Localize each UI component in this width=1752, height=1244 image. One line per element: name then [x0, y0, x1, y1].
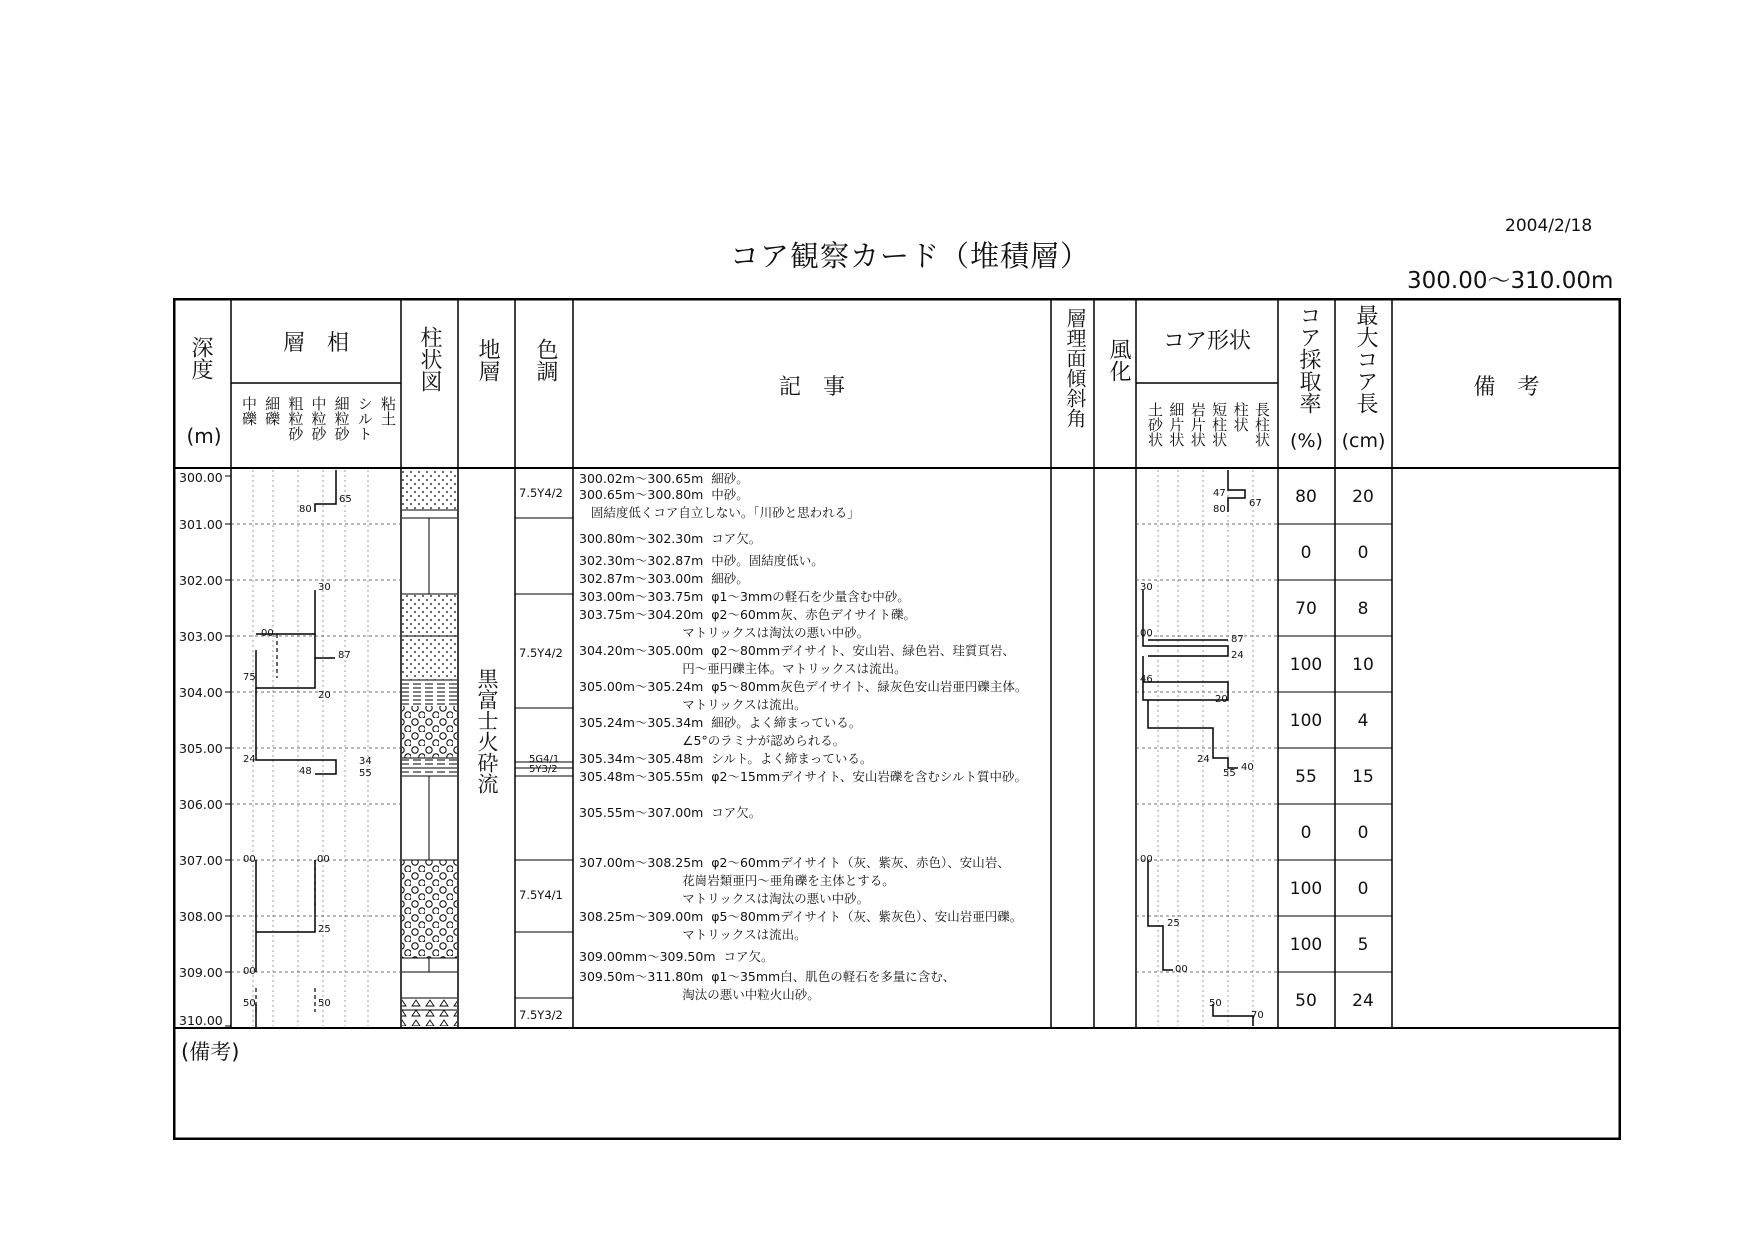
recovery-value: 100	[1289, 711, 1323, 731]
depth-label: 307.00	[179, 853, 223, 868]
note-line: 円～亜円礫主体。マトリックスは流出。	[579, 661, 907, 676]
shape-sub-1: 細片状	[1167, 402, 1186, 447]
note-line: マトリックスは淘汰の悪い中砂。	[579, 891, 870, 906]
depth-label: 305.00	[179, 741, 223, 756]
note-line: 304.20m～305.00m φ2～80mmデイサイト、安山岩、緑色岩、珪質頁岩、	[579, 643, 1015, 658]
note-line: 309.50m～311.80m φ1～35mm白、肌色の軽石を多量に含む、	[579, 969, 956, 984]
shape-label: 67	[1249, 498, 1262, 509]
color-label: 7.5Y4/2	[519, 646, 563, 660]
depth-label: 304.00	[179, 685, 223, 700]
formation-name: 黒富士火砕流	[475, 668, 499, 794]
recovery-value: 100	[1289, 935, 1323, 955]
facies-label: 34	[359, 756, 372, 767]
shape-label: 40	[1241, 762, 1254, 773]
facies-sub-1: 細礫	[263, 396, 282, 426]
facies-subheaders	[239, 396, 399, 441]
shape-label: 50	[1209, 998, 1222, 1009]
header-depth: 深度	[188, 336, 213, 380]
note-line: 固結度低くコア自立しない。「川砂と思われる」	[579, 505, 860, 520]
note-line: 307.00m～308.25m φ2～60mmデイサイト（灰、紫灰、赤色）、安山岩、	[579, 855, 1010, 870]
facies-label: 00	[243, 966, 256, 977]
header-dip: 層理面傾斜角	[1063, 308, 1087, 428]
facies-label: 50	[318, 998, 331, 1009]
depth-label: 308.00	[179, 909, 223, 924]
depth-label: 309.00	[179, 965, 223, 980]
recovery-value: 0	[1300, 823, 1312, 843]
depth-label: 301.00	[179, 517, 223, 532]
header-color: 色調	[533, 338, 558, 382]
facies-log	[256, 470, 336, 1028]
recovery-value: 70	[1295, 599, 1317, 619]
shape-label: 30	[1140, 582, 1153, 593]
note-line: マトリックスは流出。	[579, 927, 807, 942]
color-label: 5G4/1	[529, 754, 560, 765]
max-length-value: 10	[1352, 655, 1374, 675]
facies-label: 24	[243, 754, 256, 765]
note-line: マトリックスは淘汰の悪い中砂。	[579, 625, 870, 640]
shape-label: 25	[1167, 918, 1180, 929]
facies-label: 25	[318, 924, 331, 935]
shape-sub-4: 柱状	[1231, 402, 1250, 432]
note-line: 花崗岩類亜円～亜角礫を主体とする。	[579, 873, 895, 888]
depth-label: 306.00	[179, 797, 223, 812]
depth-label: 302.00	[179, 573, 223, 588]
facies-sub-3: 中粒砂	[309, 396, 328, 441]
recovery-value: 100	[1289, 879, 1323, 899]
note-line: 305.24m～305.34m 細砂。よく締まっている。	[579, 715, 862, 730]
note-line: 300.65m～300.80m 中砂。	[579, 487, 749, 502]
facies-label: 00	[261, 628, 274, 639]
note-line: マトリックスは流出。	[579, 697, 807, 712]
header-core-shape: コア形状	[1162, 329, 1251, 354]
shape-label: 24	[1197, 754, 1210, 765]
shape-label: 87	[1231, 634, 1244, 645]
header-formation: 地層	[475, 338, 500, 382]
shape-label: 00	[1175, 964, 1188, 975]
shape-label: 46	[1140, 674, 1153, 685]
shape-sub-2: 岩片状	[1188, 402, 1207, 447]
depth-range: 300.00～310.00m	[1407, 268, 1614, 294]
color-label: 7.5Y4/2	[519, 486, 563, 500]
shape-sub-0: 土砂状	[1146, 402, 1164, 447]
facies-label: 20	[318, 690, 331, 701]
max-length-value: 15	[1352, 767, 1374, 787]
shape-label: 24	[1231, 650, 1244, 661]
facies-label: 00	[243, 854, 256, 865]
depth-label: 310.00	[179, 1013, 223, 1028]
header-depth-unit: (m)	[186, 424, 222, 448]
recovery-value: 0	[1300, 543, 1312, 563]
facies-label: 87	[338, 650, 351, 661]
facies-sub-2: 粗粒砂	[286, 396, 305, 441]
recovery-value: 50	[1295, 991, 1317, 1011]
note-line: 300.80m～302.30m コア欠。	[579, 531, 762, 546]
note-line: 309.00mm～309.50m コア欠。	[579, 949, 774, 964]
recovery-value: 100	[1289, 655, 1323, 675]
shape-label: 47	[1213, 488, 1226, 499]
max-length-value: 24	[1352, 991, 1374, 1011]
core-shape-subheaders	[1145, 402, 1273, 447]
note-line: 308.25m～309.00m φ5～80mmデイサイト（灰、紫灰色）、安山岩亜円礫。	[579, 909, 1023, 924]
header-max-length: 最大コア長	[1353, 304, 1378, 414]
header-max-length-unit: (cm)	[1341, 430, 1386, 452]
max-length-value: 5	[1357, 935, 1369, 955]
max-length-value: 20	[1352, 487, 1374, 507]
shape-sub-5: 長柱状	[1252, 402, 1271, 447]
note-line: 305.48m～305.55m φ2～15mmデイサイト、安山岩礫を含むシルト質中砂。	[579, 769, 1028, 784]
header-recovery-unit: (%)	[1290, 430, 1323, 452]
max-length-value: 0	[1357, 823, 1369, 843]
max-length-value: 4	[1357, 711, 1369, 731]
header-recovery: コア採取率	[1296, 304, 1321, 414]
card-date: 2004/2/18	[1505, 216, 1593, 236]
facies-label: 80	[299, 504, 312, 515]
max-length-value: 8	[1357, 599, 1369, 619]
note-line: 300.02m～300.65m 細砂。	[579, 471, 749, 486]
facies-label: 30	[318, 582, 331, 593]
depth-label: 303.00	[179, 629, 223, 644]
shape-label: 70	[1251, 1010, 1264, 1021]
page-title: コア観察カード（堆積層）	[730, 239, 1091, 273]
note-line: ∠5°のラミナが認められる。	[579, 733, 846, 748]
header-remarks: 備 考	[1473, 375, 1540, 400]
header-weathering: 風化	[1106, 338, 1131, 382]
shape-sub-3: 短柱状	[1210, 402, 1229, 447]
facies-label: 65	[339, 494, 352, 505]
recovery-value: 55	[1295, 767, 1317, 787]
footer-remarks-label: (備考)	[181, 1040, 240, 1064]
facies-sub-5: シルト	[355, 396, 374, 441]
color-label: 7.5Y4/1	[519, 888, 563, 902]
color-label: 7.5Y3/2	[519, 1008, 563, 1022]
max-length-value: 0	[1357, 543, 1369, 563]
shape-label: 80	[1213, 504, 1226, 515]
facies-label: 48	[299, 766, 312, 777]
facies-label: 75	[243, 672, 256, 683]
note-line: 303.75m～304.20m φ2～60mm灰、赤色デイサイト礫。	[579, 607, 916, 622]
color-label: 5Y3/2	[529, 764, 558, 775]
facies-sub-6: 粘土	[378, 396, 397, 426]
recovery-value: 80	[1295, 487, 1317, 507]
note-line: 305.55m～307.00m コア欠。	[579, 805, 762, 820]
shape-label: 20	[1215, 694, 1228, 705]
facies-label: 55	[359, 768, 372, 779]
header-notes: 記 事	[778, 375, 845, 400]
note-line: 302.30m～302.87m 中砂。固結度低い。	[579, 553, 824, 568]
depth-label: 300.00	[179, 470, 223, 485]
max-length-value: 0	[1357, 879, 1369, 899]
core-observation-card	[173, 298, 1621, 1140]
shape-label: 00	[1140, 628, 1153, 639]
facies-label: 00	[317, 854, 330, 865]
header-facies: 層 相	[282, 331, 349, 356]
note-line: 淘汰の悪い中粒火山砂。	[579, 987, 820, 1002]
header-column: 柱状図	[417, 326, 442, 392]
facies-label: 50	[243, 998, 256, 1009]
note-line: 305.34m～305.48m シルト。よく締まっている。	[579, 751, 873, 766]
note-line: 302.87m～303.00m 細砂。	[579, 571, 749, 586]
facies-sub-4: 細粒砂	[332, 396, 351, 441]
facies-sub-0: 中礫	[240, 396, 258, 426]
note-line: 305.00m～305.24m φ5～80mm灰色デイサイト、緑灰色安山岩亜円礫主体。	[579, 679, 1028, 694]
shape-label: 00	[1140, 854, 1153, 865]
note-line: 303.00m～303.75m φ1～3mmの軽石を少量含む中砂。	[579, 589, 910, 604]
shape-label: 55	[1223, 768, 1236, 779]
